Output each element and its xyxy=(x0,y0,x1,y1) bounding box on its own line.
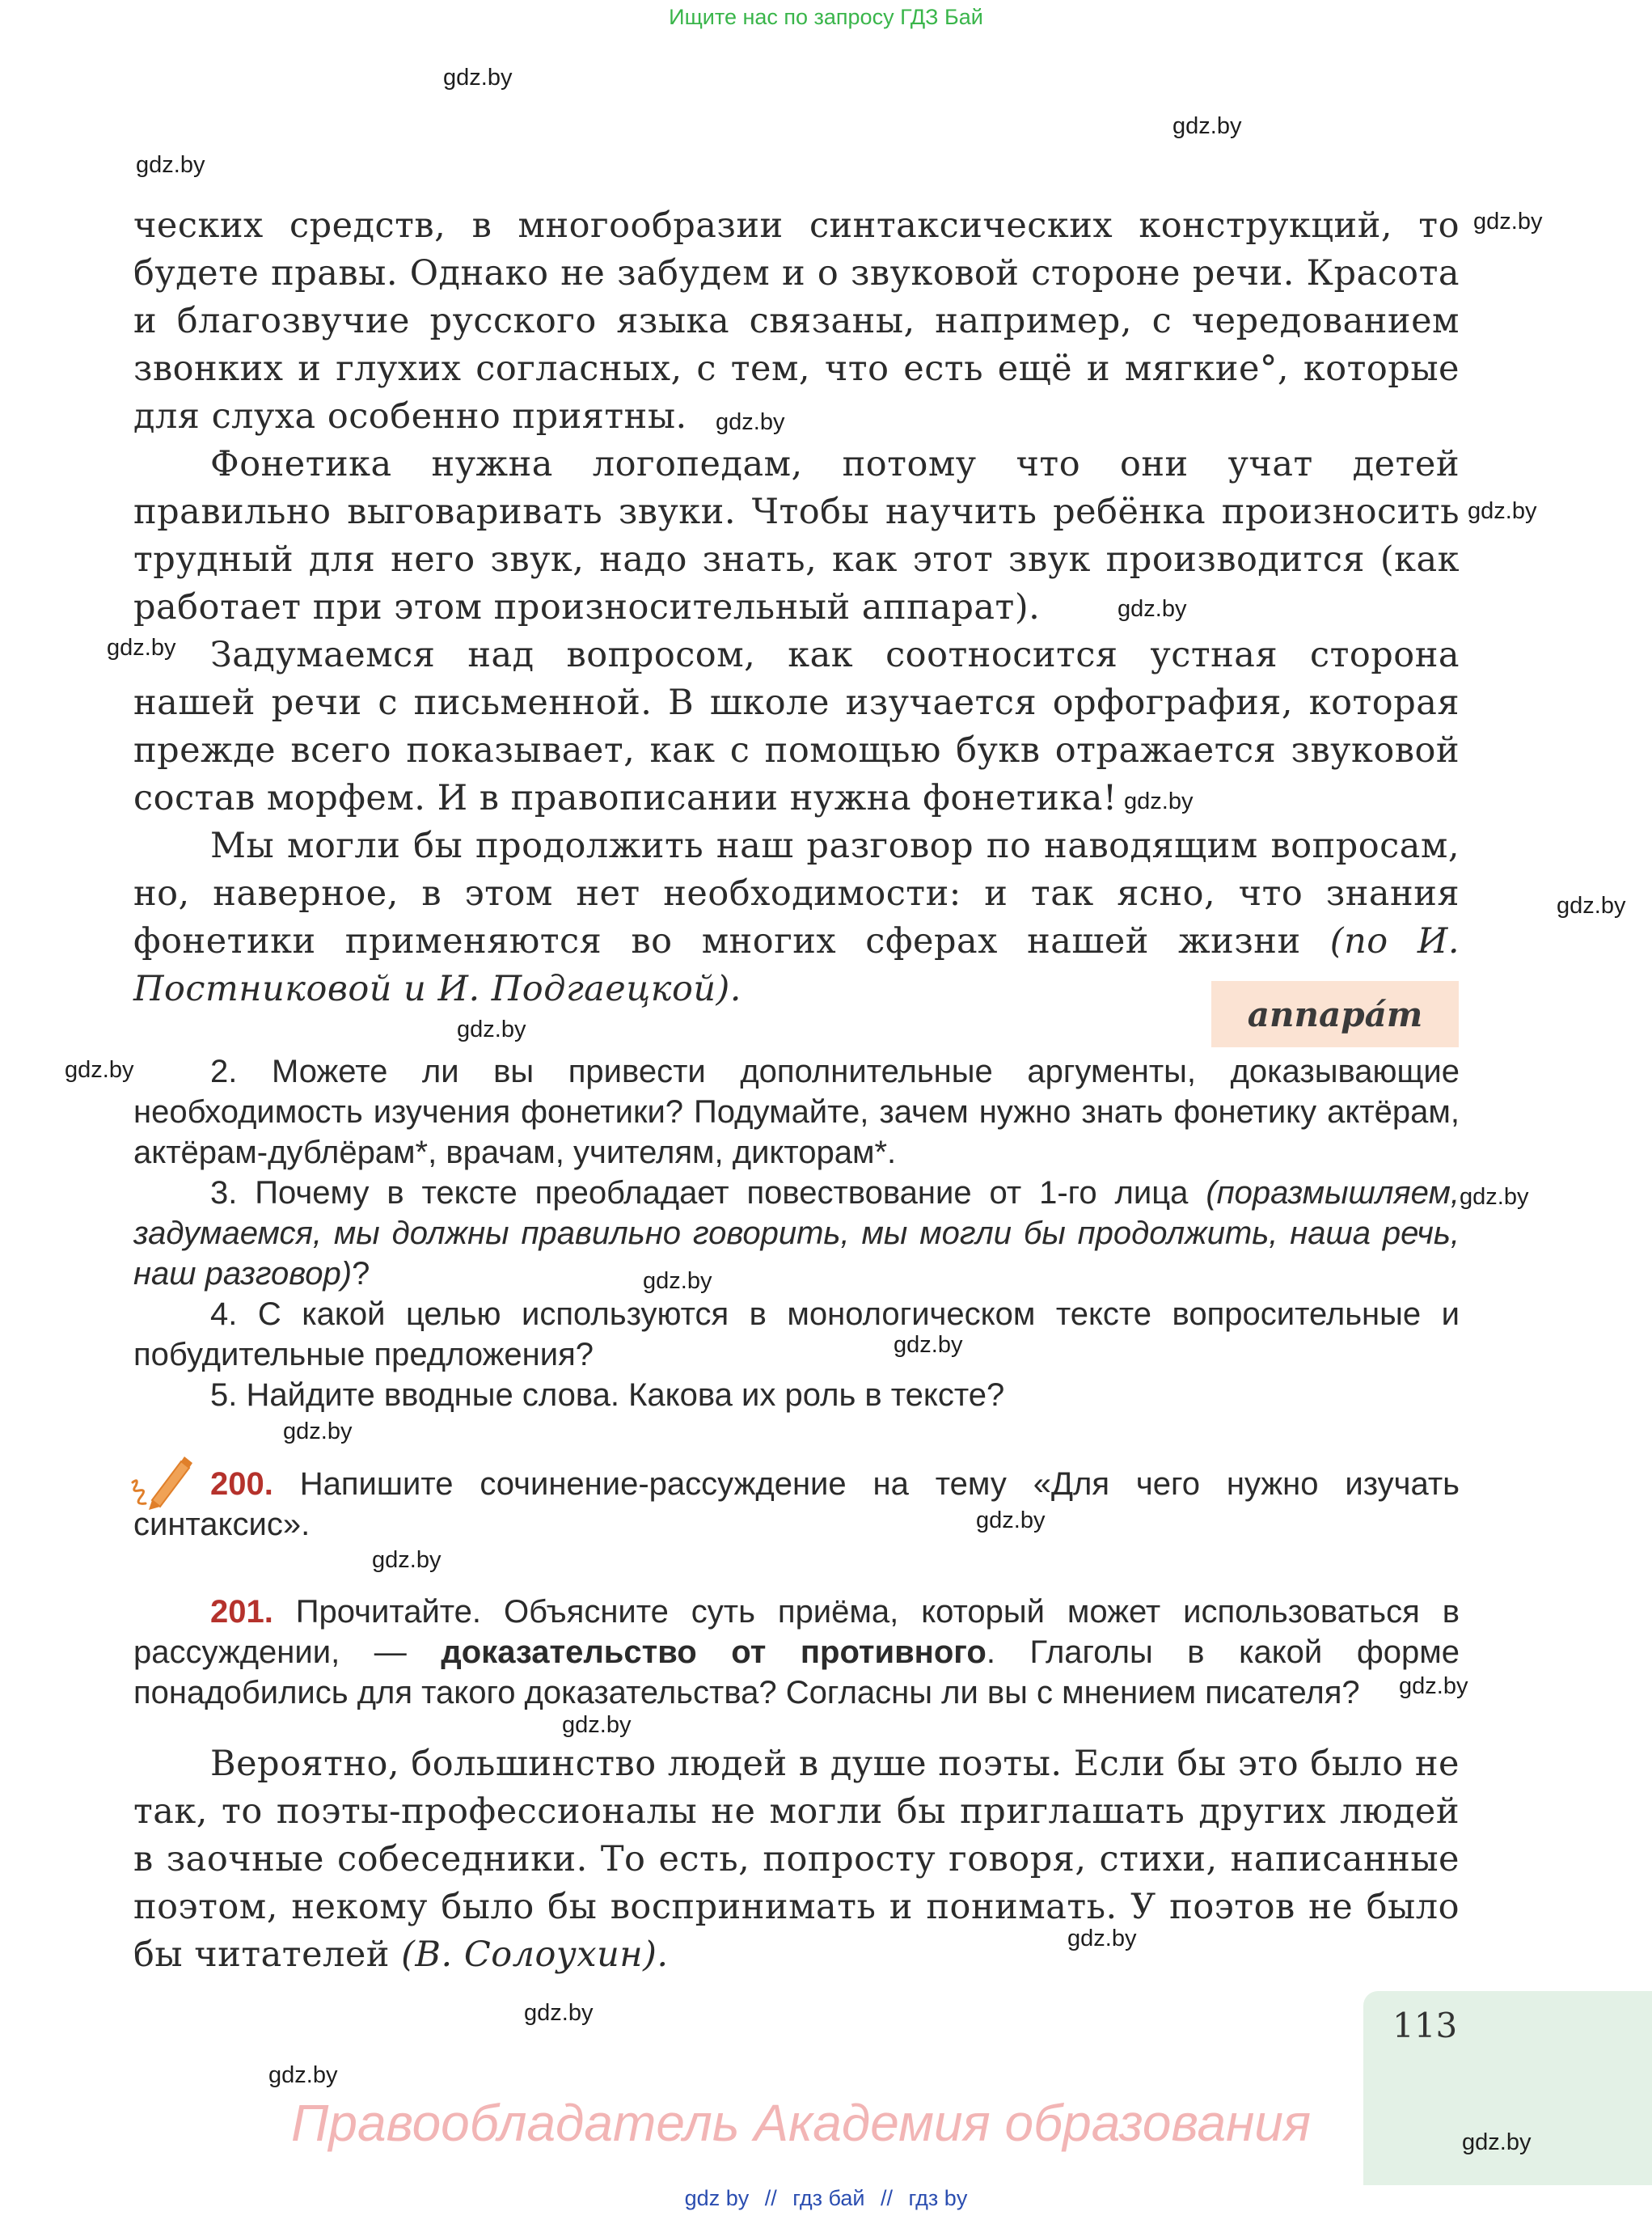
question-3 xyxy=(133,1173,1460,1294)
exercise-text: . Глаголы в какой форме понадобились для такого доказательства? Согласны ли вы с мнением писателя? xyxy=(133,1634,1460,1710)
exercise-number: 201. xyxy=(210,1594,273,1630)
paragraph: Фонетика нужна логопедам, потому что они учат детей правильно выговаривать звуки. Чтобы научить ребёнка произносить трудный для него звук, надо знать, как этот звук производится (как работает при этом произносительный аппарат). xyxy=(133,444,1460,628)
exercise-200 xyxy=(133,1464,1460,1545)
watermark: gdz.by xyxy=(136,152,205,178)
exercise-201 xyxy=(133,1592,1460,1713)
watermark: gdz.by xyxy=(65,1057,134,1083)
question-text: ? xyxy=(352,1256,370,1292)
question-text: 3. Почему в тексте преобладает повествование от 1-го лица xyxy=(210,1175,1189,1211)
question-4: 4. С какой целью используются в монологическом тексте вопросительные и побудительные предложения? xyxy=(133,1296,1460,1372)
link-gdz-by-2[interactable]: гдз by xyxy=(908,2186,968,2210)
exercise-number: 200. xyxy=(210,1466,273,1502)
paragraph xyxy=(133,1740,1460,1979)
question-2: 2. Можете ли вы привести дополнительные аргументы, доказывающие необходимость изучения фонетики? Подумайте, зачем нужно знать фонетику актёрам, актёрам-дублёрам*, врачам, учителям, дикторам*. xyxy=(133,1054,1460,1170)
watermark: gdz.by xyxy=(894,1332,963,1358)
reading-text-2 xyxy=(133,1740,1460,1979)
separator: // xyxy=(881,2186,894,2210)
questions-list xyxy=(133,1051,1460,1415)
watermark: gdz.by xyxy=(1473,209,1543,235)
exercise-text: Прочитайте. Объясните суть приёма, который может использоваться в рассуждении, — xyxy=(133,1594,1460,1670)
question-italic: (поразмышляем, задумаемся, мы должны правильно говорить, мы могли бы продолжить, наша речь, наш разговор) xyxy=(133,1175,1460,1292)
paragraph-text: Вероятно, большинство людей в душе поэты. Если бы это было не так, то поэты-профессионалы не могли бы приглашать других людей в заочные собеседники. То есть, попросту говоря, стихи, написанные поэтом, некому было бы воспринимать и понимать. У поэтов не было бы читателей xyxy=(133,1744,1460,1975)
watermark: gdz.by xyxy=(1067,1926,1137,1951)
watermark: gdz.by xyxy=(1468,498,1537,524)
watermark: gdz.by xyxy=(562,1712,632,1738)
page-number: 113 xyxy=(1392,2006,1458,2045)
top-banner: Ищите нас по запросу ГДЗ Бай xyxy=(669,5,983,29)
watermark: gdz.by xyxy=(457,1017,526,1042)
separator: // xyxy=(764,2186,777,2210)
watermark: gdz.by xyxy=(1460,1184,1529,1210)
watermark: gdz.by xyxy=(268,2062,338,2088)
watermark: gdz.by xyxy=(524,2000,594,2026)
bottom-links xyxy=(0,2186,1652,2211)
watermark: gdz.by xyxy=(716,409,785,435)
link-gdz-bai[interactable]: гдз бай xyxy=(792,2186,865,2210)
watermark: gdz.by xyxy=(976,1507,1046,1533)
watermark: gdz.by xyxy=(1399,1673,1468,1699)
paragraph: ческих средств, в многообразии синтаксических конструкций, то будете правы. Однако не забудем и о звуковой стороне речи. Красота и благозвучие русского языка связаны, например, с чередованием звонких и глухих согласных, с тем, что есть ещё и мягкие°, которые для слуха особенно приятны. xyxy=(133,205,1460,437)
reading-text-1 xyxy=(133,202,1460,1013)
copyright-notice: Правообладатель Академия образования xyxy=(291,2094,1312,2152)
watermark: gdz.by xyxy=(372,1547,442,1573)
watermark: gdz.by xyxy=(1118,596,1187,622)
watermark: gdz.by xyxy=(1172,113,1242,139)
paragraph-text: Мы могли бы продолжить наш разговор по наводящим вопросам, но, наверное, в этом нет необходимости: и так ясно, что знания фонетики применяются во многих сферах нашей жизни xyxy=(133,826,1460,962)
citation: (по И. Постниковой и И. Подгаецкой). xyxy=(133,921,1460,1009)
watermark: gdz.by xyxy=(1124,789,1194,814)
paragraph: Задумаемся над вопросом, как соотносится устная сторона нашей речи с письменной. В школе изучается орфография, которая прежде всего показывает, как с помощью букв отражается звуковой состав морфем. И в правописании нужна фонетика! xyxy=(133,635,1460,818)
link-gdz-by[interactable]: gdz by xyxy=(684,2186,750,2210)
watermark: gdz.by xyxy=(1462,2129,1532,2155)
watermark: gdz.by xyxy=(107,635,176,661)
watermark: gdz.by xyxy=(643,1268,712,1294)
vocabulary-word: аппара́т xyxy=(1247,994,1423,1034)
watermark: gdz.by xyxy=(283,1419,353,1444)
watermark: gdz.by xyxy=(443,65,513,91)
watermark: gdz.by xyxy=(1557,893,1626,919)
exercise-bold-term: доказательство от противного xyxy=(441,1634,987,1670)
exercise-text: Напишите сочинение-рассуждение на тему «Для чего нужно изучать синтаксис». xyxy=(133,1466,1460,1542)
citation: (В. Солоухин). xyxy=(401,1934,669,1975)
vocabulary-word-box xyxy=(1211,981,1459,1047)
question-5: 5. Найдите вводные слова. Какова их роль в тексте? xyxy=(210,1377,1005,1413)
